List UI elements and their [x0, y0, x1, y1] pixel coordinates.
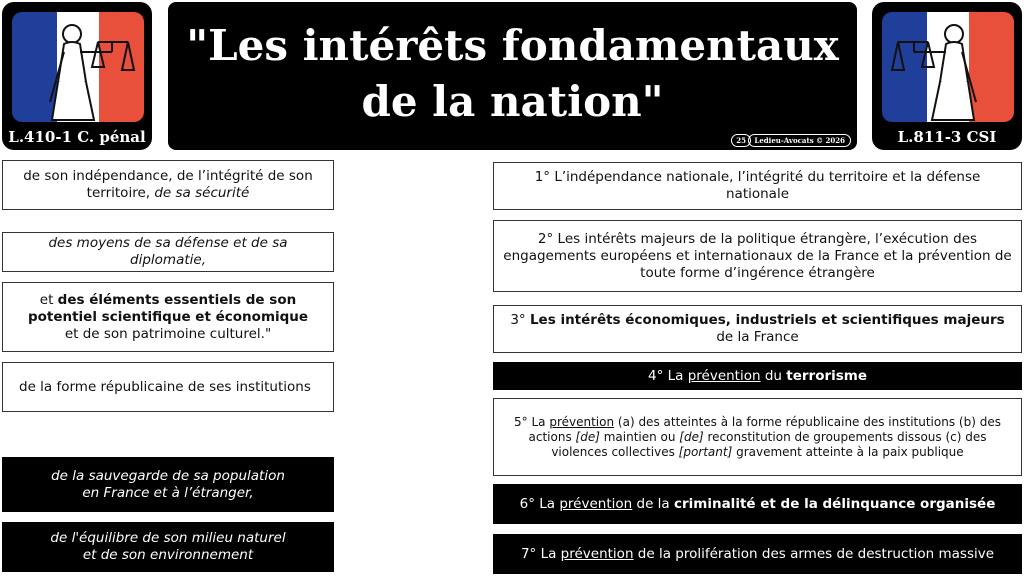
right-item-4-num: 4° La — [647, 367, 688, 384]
right-item-6-underline: prévention — [559, 495, 633, 512]
right-item-6 — [493, 484, 1022, 524]
right-item-4 — [493, 362, 1022, 390]
left-box-defense — [2, 232, 334, 272]
right-item-5-underline: prévention — [549, 414, 615, 429]
right-item-3-bold: Les intérêts économiques, industriels et scientifiques majeurs — [529, 312, 1005, 328]
left-box-republic-text: de la forme républicaine de ses institutions — [19, 378, 311, 395]
right-item-6-bold: criminalité et de la délinquance organisée — [673, 495, 996, 512]
left-box-scientific-pre: et — [39, 291, 58, 308]
lady-justice-icon-right — [882, 12, 1014, 122]
right-item-5-t4: gravement atteinte à la paix publique — [732, 444, 964, 459]
left-box-independence-text: de son indépendance, de l’intégrité de son territoire, — [23, 168, 313, 201]
right-flag-card — [872, 2, 1022, 150]
right-item-2-text: 2° Les intérêts majeurs de la politique étrangère, l’exécution des engagements européens et internationaux de la France et la prévention de toute forme d’ingérence étrangère — [503, 230, 1012, 281]
right-item-5-i2: [de] — [679, 429, 704, 444]
left-box-population — [2, 457, 334, 512]
left-box-independence — [2, 160, 334, 210]
left-box-independence-italic: de sa sécurité — [154, 185, 250, 201]
right-item-3-num: 3° — [510, 312, 530, 328]
right-item-1 — [493, 162, 1022, 210]
right-badge-label: L.811-3 CSI — [897, 128, 997, 146]
left-box-environment-line1: de l'équilibre de son milieu naturel — [50, 530, 286, 546]
right-item-4-mid: du — [760, 367, 787, 384]
right-item-7-underline: prévention — [560, 545, 634, 562]
right-item-6-mid: de la — [632, 495, 674, 512]
page-title — [168, 2, 857, 150]
left-box-environment-line2: et de son environnement — [82, 547, 254, 563]
right-item-7 — [493, 534, 1022, 574]
copyright-label: Ledieu-Avocats © 2026 — [748, 134, 851, 147]
right-item-5-num: 5° La — [514, 414, 550, 429]
page-number: 25 — [731, 134, 751, 147]
left-box-population-line2: en France et à l’étranger, — [82, 484, 254, 501]
right-item-5-t2: maintien ou — [599, 429, 680, 444]
left-box-scientific — [2, 282, 334, 352]
french-flag-justice-image-right — [882, 12, 1014, 122]
right-item-5 — [493, 398, 1022, 476]
left-box-scientific-post: et de son patrimoine culturel." — [64, 325, 272, 342]
right-item-1-text: 1° L’indépendance nationale, l’intégrité du territoire et la défense nationale — [534, 169, 981, 202]
title-line-1: "Les intérêts fondamentaux — [186, 21, 839, 70]
right-item-3-post: de la France — [716, 329, 799, 345]
right-item-3 — [493, 305, 1022, 353]
right-item-2 — [493, 220, 1022, 292]
left-flag-card — [2, 2, 152, 150]
right-item-6-num: 6° La — [519, 495, 560, 512]
left-box-defense-text: des moyens de sa défense et de sa diplomatie, — [48, 235, 288, 268]
right-item-5-t1: (a) des atteintes à la forme républicaine des institutions (b) des actions — [528, 414, 1001, 444]
left-box-environment — [2, 522, 334, 572]
right-item-4-bold: terrorisme — [786, 367, 868, 384]
right-item-4-underline: prévention — [687, 367, 761, 384]
right-item-5-t3: reconstitution de groupements dissous (c) des violences collectives — [551, 429, 987, 459]
left-badge-label: L.410-1 C. pénal — [8, 128, 146, 146]
left-box-scientific-bold: des éléments essentiels de son potentiel scientifique et économique — [27, 291, 309, 325]
title-line-2: de la nation" — [361, 77, 664, 126]
left-box-population-line1: de la sauvegarde de sa population — [51, 467, 285, 484]
right-item-5-i1: [de] — [575, 429, 600, 444]
right-item-7-num: 7° La — [520, 545, 561, 562]
right-item-7-post: de la prolifération des armes de destruction massive — [633, 545, 995, 562]
french-flag-justice-image — [12, 12, 144, 122]
right-item-5-i3: [portant] — [678, 444, 733, 459]
lady-justice-icon — [12, 12, 144, 122]
left-box-republic — [2, 362, 334, 412]
